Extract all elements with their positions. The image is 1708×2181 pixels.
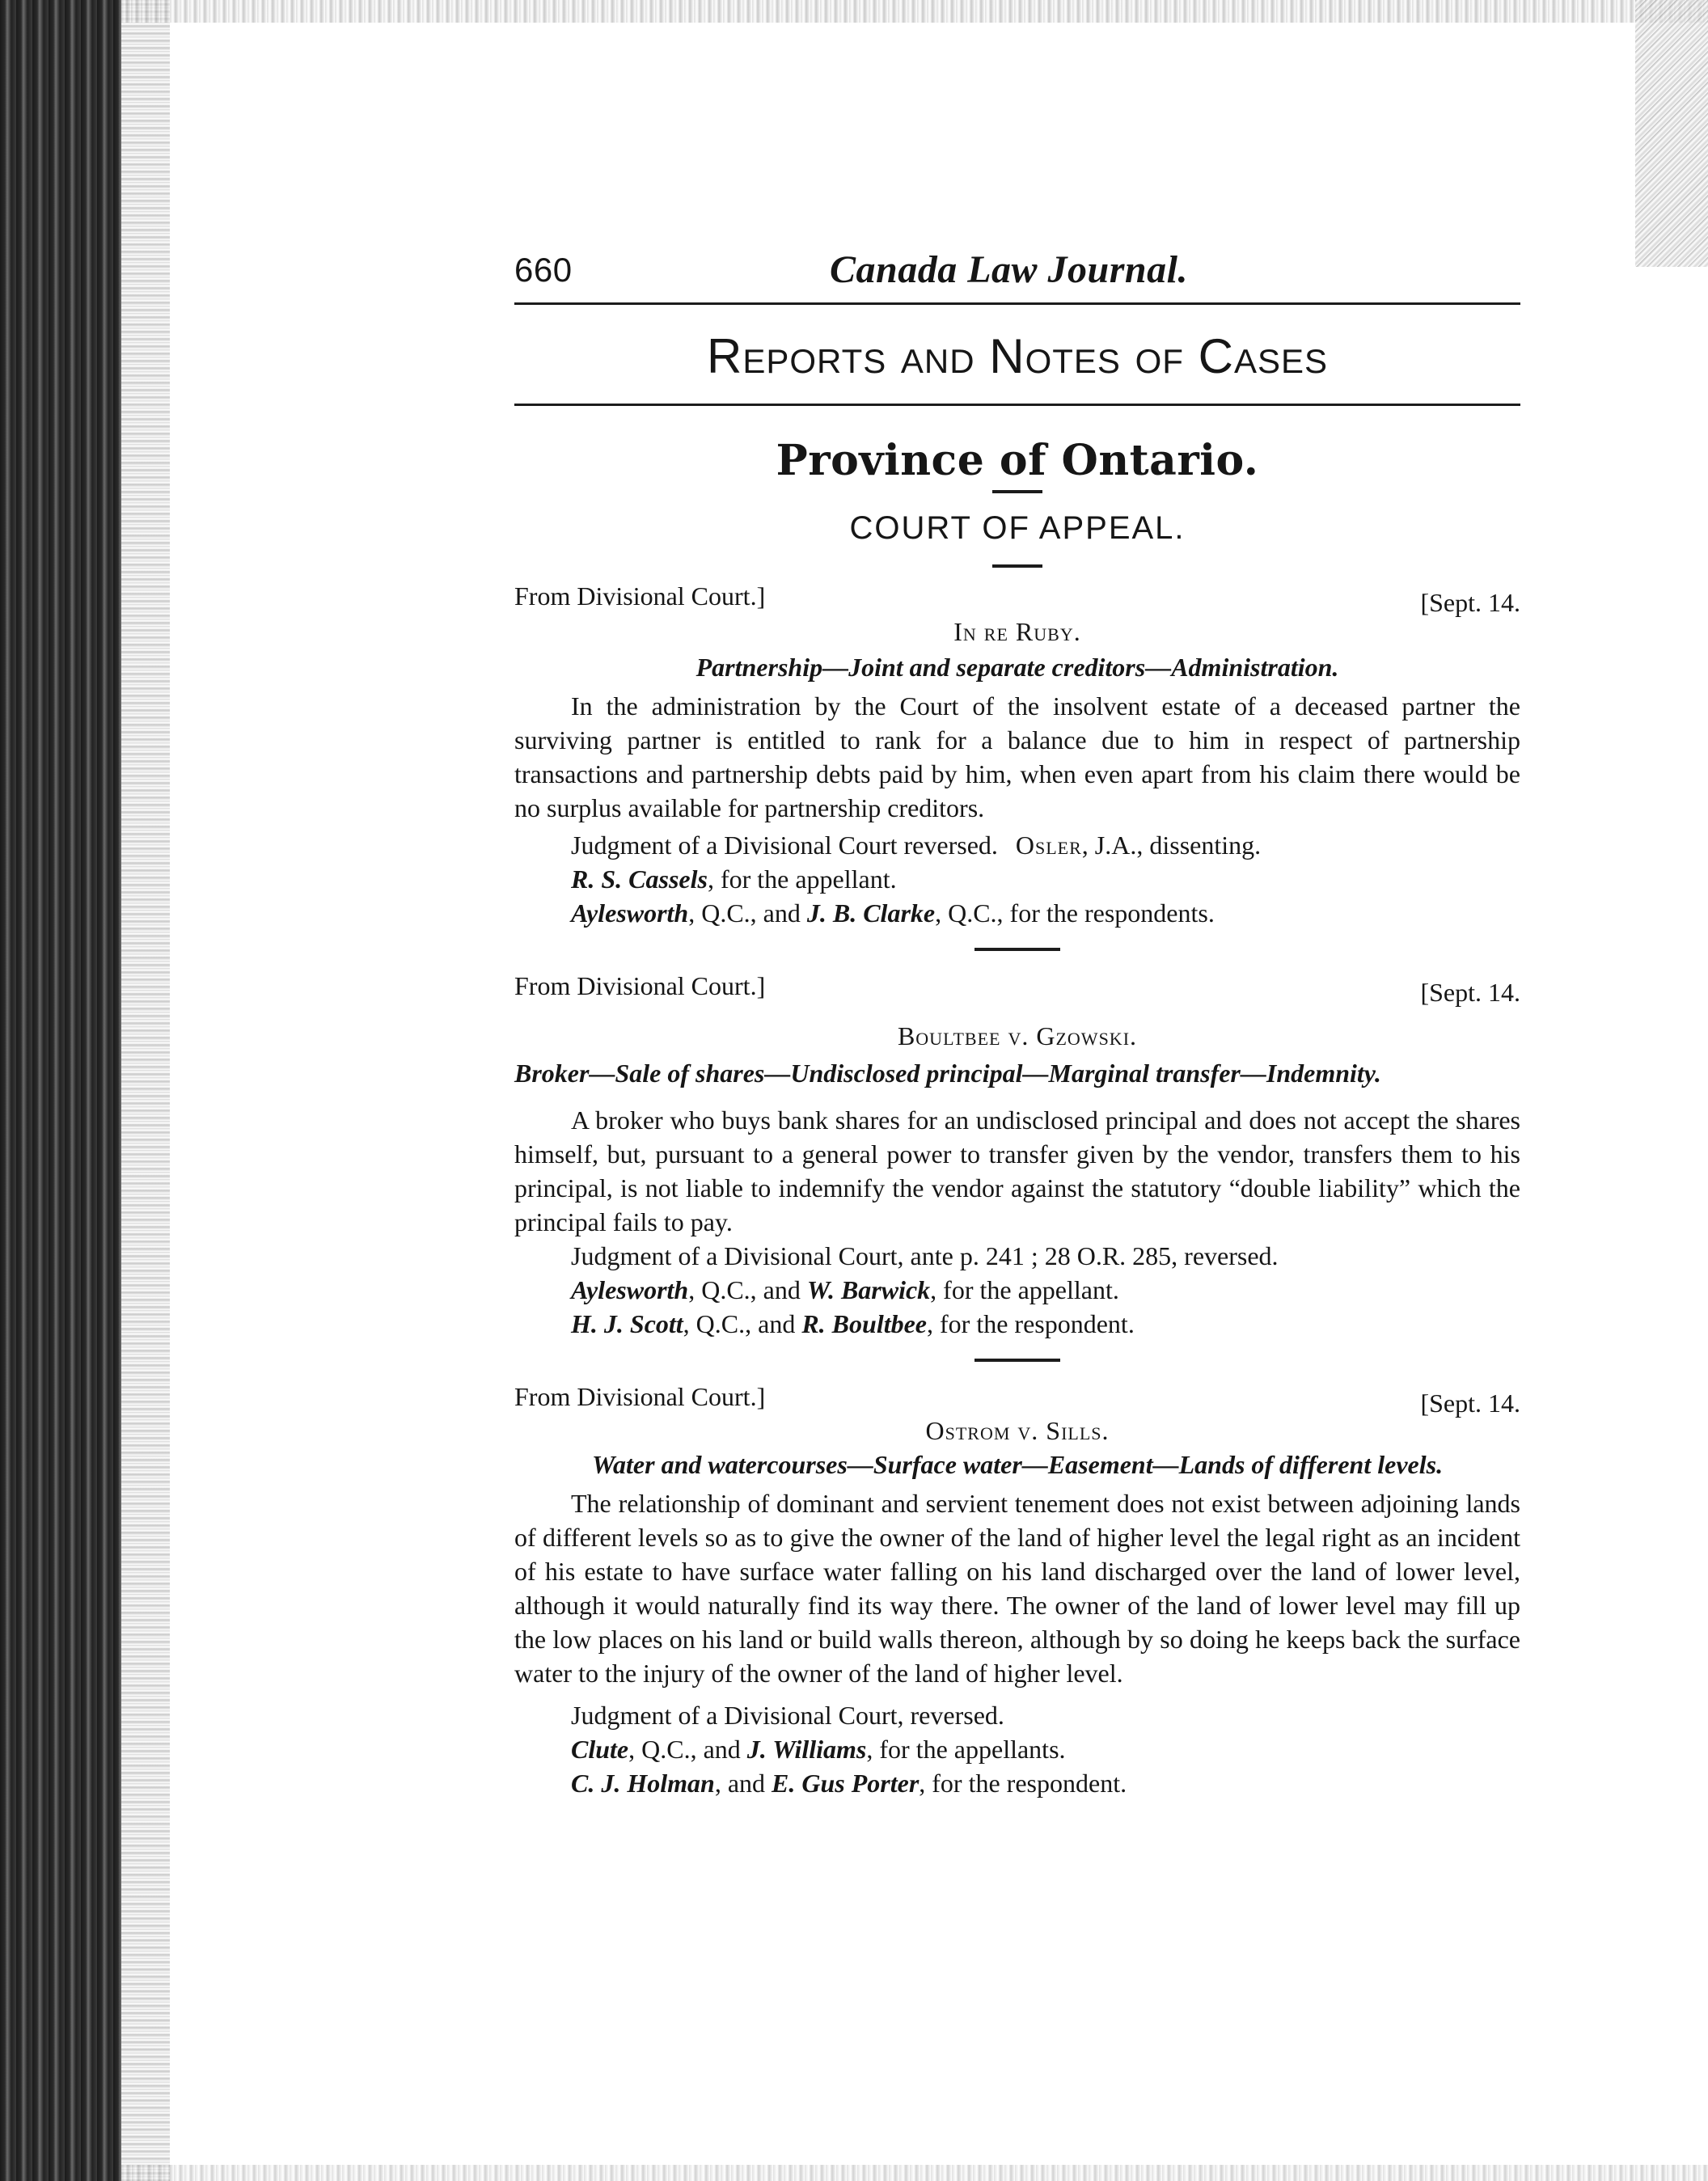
section-title: Reports and Notes of Cases xyxy=(706,329,1328,383)
case-headnote: Partnership—Joint and separate creditors—Administration. xyxy=(695,653,1339,682)
case-judgment xyxy=(514,1698,1520,1732)
counsel-line xyxy=(514,1732,1520,1766)
province-rule xyxy=(992,490,1042,493)
judgment-text: Judgment of a Divisional Court, ante p. 241 ; 28 O.R. 285, reversed. xyxy=(571,1241,1279,1270)
counsel-role: , for the appellants. xyxy=(866,1735,1066,1764)
case-summary: The relationship of dominant and servient tenement does not exist between adjoining lands of different levels so as to give the owner of the land of higher level the legal right as an incident of his estate to have surface water falling on his land discharged over the land of lower level, although it would naturally find its way there. The owner of the land of lower level may fill up the low places on his land or build walls thereon, although by so doing he keeps back the surface water to the injury of the owner of the land of higher level. xyxy=(514,1489,1520,1688)
counsel-line xyxy=(514,1766,1520,1800)
court-title: COURT OF APPEAL. xyxy=(849,510,1186,546)
counsel-role: , for the appellant. xyxy=(930,1275,1119,1304)
case-date: [Sept. 14. xyxy=(1420,1388,1520,1418)
scan-top-edge xyxy=(121,0,1708,23)
dissenting-judge: Osler xyxy=(1015,831,1082,860)
running-head xyxy=(514,243,1520,305)
counsel-role: , for the respondent. xyxy=(919,1769,1127,1798)
province-title: Province of Ontario. xyxy=(776,436,1259,485)
scan-corner-noise xyxy=(1635,0,1708,267)
case-origin: From Divisional Court.] xyxy=(514,581,766,611)
counsel-line xyxy=(514,862,1520,896)
scan-bottom-edge xyxy=(121,2165,1708,2181)
counsel-name: J. Williams xyxy=(746,1735,867,1764)
case-judgment xyxy=(514,828,1520,862)
section-rule xyxy=(514,404,1520,406)
case-divider xyxy=(974,948,1060,951)
counsel-line xyxy=(514,1273,1520,1307)
counsel-name: Clute xyxy=(571,1735,629,1764)
counsel-name: E. Gus Porter xyxy=(772,1769,920,1798)
counsel-joiner: , Q.C., and xyxy=(628,1735,747,1764)
counsel-joiner: , and xyxy=(714,1769,772,1798)
case-header xyxy=(514,1380,1520,1418)
case-summary: A broker who buys bank shares for an undisclosed principal and does not accept the shares himself, but, pursuant to a general power to transfer given by the vendor, transfers them to his principal, is not liable to indemnify the vendor against the statutory “double liability” which the principal fails to pay. xyxy=(514,1105,1520,1236)
journal-page xyxy=(514,243,1520,1800)
case-divider xyxy=(974,1359,1060,1362)
case-report xyxy=(514,1380,1520,1800)
case-header xyxy=(514,579,1520,617)
case-origin: From Divisional Court.] xyxy=(514,1382,766,1411)
counsel-line xyxy=(514,896,1520,930)
judgment-text: Judgment of a Divisional Court reversed. xyxy=(571,831,998,860)
counsel-name: R. S. Cassels xyxy=(571,864,708,894)
case-name: In re Ruby. xyxy=(953,617,1081,646)
counsel-name: R. Boultbee xyxy=(801,1309,927,1338)
counsel-name: Aylesworth xyxy=(571,898,689,928)
scan-binding-edge xyxy=(0,0,121,2181)
dissent-text: , J.A., dissenting. xyxy=(1081,831,1262,860)
court-rule xyxy=(992,564,1042,568)
counsel-joiner: , Q.C., and xyxy=(688,1275,807,1304)
case-judgment xyxy=(514,1239,1520,1273)
counsel-name: Aylesworth xyxy=(571,1275,689,1304)
case-date: [Sept. 14. xyxy=(1420,588,1520,617)
counsel-role: , for the respondent. xyxy=(927,1309,1135,1338)
case-headnote: Water and watercourses—Surface water—Easement—Lands of different levels. xyxy=(591,1450,1444,1479)
counsel-name: W. Barwick xyxy=(806,1275,931,1304)
counsel-role: , Q.C., for the respondents. xyxy=(935,898,1215,928)
case-date: [Sept. 14. xyxy=(1420,978,1520,1007)
case-headnote: Broker—Sale of shares—Undisclosed principal—Marginal transfer—Indemnity. xyxy=(514,1059,1381,1088)
counsel-role: , for the appellant. xyxy=(707,864,897,894)
counsel-name: J. B. Clarke xyxy=(806,898,936,928)
judgment-text: Judgment of a Divisional Court, reversed. xyxy=(571,1701,1004,1730)
journal-title: Canada Law Journal. xyxy=(830,248,1188,291)
case-report xyxy=(514,969,1520,1341)
case-name: Boultbee v. Gzowski. xyxy=(897,1021,1138,1050)
scan-edge-shadow xyxy=(121,0,170,2181)
counsel-name: H. J. Scott xyxy=(571,1309,683,1338)
case-header xyxy=(514,969,1520,1007)
page-number: 660 xyxy=(514,251,573,289)
counsel-joiner: , Q.C., and xyxy=(683,1309,802,1338)
case-name: Ostrom v. Sills. xyxy=(925,1416,1110,1445)
case-origin: From Divisional Court.] xyxy=(514,971,766,1000)
case-summary: In the administration by the Court of the insolvent estate of a deceased partner the surviving partner is entitled to rank for a balance due to him in respect of partnership transactions and partnership debts paid by him, when even apart from his claim there would be no surplus available for partnership creditors. xyxy=(514,691,1520,822)
counsel-name: C. J. Holman xyxy=(571,1769,715,1798)
counsel-line xyxy=(514,1307,1520,1341)
counsel-joiner: , Q.C., and xyxy=(688,898,807,928)
case-report xyxy=(514,579,1520,930)
